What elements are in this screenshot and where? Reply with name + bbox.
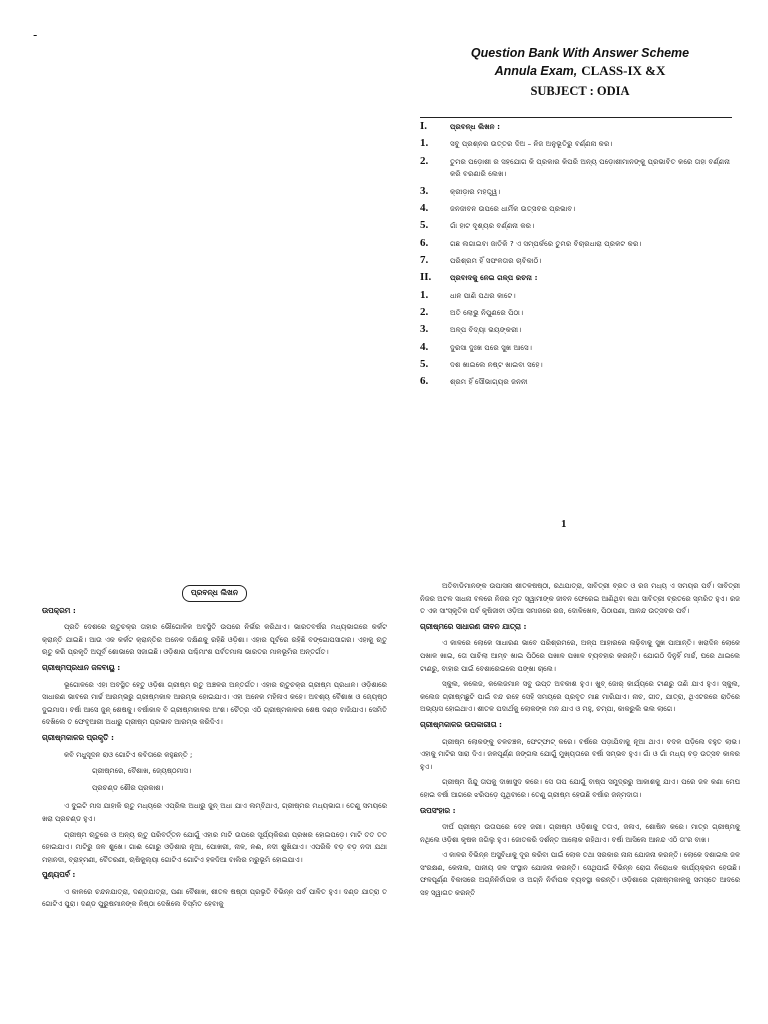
header-exam-line	[430, 62, 730, 80]
heading-benefit: ଗ୍ରୀଷ୍ମକାଳର ଉପକାରୀତା :	[420, 719, 502, 729]
essay-left-column	[42, 585, 387, 914]
question-item	[420, 358, 740, 371]
para-life-1: ଏ କାଳରେ ଲୋକେ ସାଧାରଣ ଭାବେ ପରିଶ୍ରମରେ, ଅଳ୍ପ ଆହାରରେ ଲଢ଼ିବାକୁ ସୁଖ ପାଆନ୍ତି। ଖରାଦିନ ଲୋକେ ପଖାଳ ଖାଇ, ତୋ ପାଚିଲା ଆମ୍ବ ଖାଇ ପିଠିରେ ପଖାଳ ପଖାଳ ବ୍ୟବହାର କରନ୍ତି। ଯୋଗଠି ଦିନୁହିଁ ମାର୍ଚ୍ଚ, ଘରେ ଥାଇଲେ ଟାଣରୁ, ବାହାର ପାଇଁ ବେଶାରେଇଲେ ପଙ୍ଖା ଚାଲେ।	[420, 639, 740, 673]
question-number: 5.	[420, 357, 429, 370]
document-header	[430, 44, 730, 100]
question-number: 4.	[420, 202, 429, 215]
question-section	[420, 120, 740, 133]
essay-right-column	[420, 580, 740, 903]
question-item	[420, 202, 740, 215]
question-number: I.	[420, 120, 428, 132]
para-festivals: ଏ କାଳରେ ଚନ୍ଦନଯାତ୍ରା, ଦଣ୍ଡଯାତ୍ରା, ପଣା ବୈଶାଖ, ଶୀତଳ ଷଷ୍ଠୀ ପ୍ରଭୃତି ବିଭିନ୍ନ ପର୍ବ ପାଳିତ ହୁଏ। ଦଣ୍ଡ ଯାତ୍ରା ତ ଗୋଟିଏ ପୁରା। ଦଣ୍ଡ ପୁରୁଷମାନଙ୍କ ନିଷ୍ଠା ଦେଖିଲେ ବିସ୍ମିତ ହେବାକୁ	[42, 887, 387, 909]
question-number: 2.	[420, 305, 429, 318]
question-item	[420, 289, 740, 302]
question-number: 2.	[420, 154, 429, 167]
header-title: Question Bank With Answer Scheme	[470, 46, 690, 60]
question-item	[420, 155, 740, 181]
question-list	[420, 120, 740, 392]
header-class: CLASS-IX &X	[581, 63, 666, 78]
para-nature-3: ଗ୍ରୀଷ୍ମ ଋତୁରେ ଓ ଅନ୍ୟ ଋତୁ ପରିବର୍ତ୍ତନ ଯୋଗୁଁ ଏହାର ମାଟି ଉପରେ ସୂର୍ଯ୍ୟକିରଣ ପ୍ରଖର ହୋଇପଡ଼େ। ମାଟି ତତ ତତ ହୋଇଯାଏ। ମାଟିରୁ ଜଳ ଶୁଖେ। ଗାଈ ଗୋରୁ ଓଡ଼ିଶାର ନୂଆ, ପୋଖରୀ, ନାଳ, ନଈ, ନଦୀ ଶୁଖିଯାଏ। ଏପରିକି ବଡ଼ ବଡ଼ ନଦୀ ଯଥା ମହାନଦୀ, ବ୍ରାହ୍ମଣୀ, ବୈତରଣୀ, ଋଷିକୁଲ୍ୟା ଗୋଟିଏ ଗୋଟିଏ ହଳଦିଆ ବାଲିର ମରୁଭୂମି ହୋଇଯାଏ।	[42, 830, 387, 864]
question-number: 4.	[420, 340, 429, 353]
question-item	[420, 323, 740, 336]
question-item	[420, 306, 740, 319]
para-conclusion-2: ଏ କାଳର ବିଭିନ୍ନ ଅସୁବିଧାକୁ ଦୂର କରିବା ପାଇଁ ଲୋକ ତଥା ସରକାର ନାନା ଯୋଜନା କରନ୍ତି। ଲୋକେ ଦଶାଇଲ ଜଳ ସଂରକ୍ଷଣ, କେନାଲ, ପାନୀୟ ଜଳ ସଂସ୍ଥାନ ଯୋଜନା କରନ୍ତି। ସେଥିପାଇଁ ବିଭିନ୍ନ ରୋଗ ନିରୋଧକ କାର୍ଯ୍ୟକ୍ରମ ହେଉଛି। ଫଳପୂର୍ଣ୍ଣ ବିକାସରେ ଅଗ୍ନିନିର୍ବାପକ ଓ ଅଗ୍ନି ନିର୍ବାପକ ବ୍ୟବସ୍ଥା କରନ୍ତି। ଓଡ଼ିଶାରେ ଗ୍ରୀଷ୍ମକାଳକୁ ସମସ୍ତେ ଆଦରେ ସହ ସ୍ୱାଗତ କରନ୍ତି	[420, 851, 740, 898]
question-text: ତୁମର ପଡ଼ୋଶୀ ର ସହଯୋଗ କି ପ୍ରକାର କିପରି ଅନ୍ୟ ପଡ଼ୋଶୀମାନଙ୍କୁ ପ୍ରଭାବିତ କରେ ତାହା ବର୍ଣ୍ଣନା କରି ବରଣାରି ଲେଖ।	[450, 156, 731, 179]
question-text: ଗଛ ଲଗାଇବା ଜାତିକି ? ଏ ସମ୍ପର୍କରେ ତୁମର ବିଚାରଧାରା ପ୍ରକଟ କର।	[450, 238, 642, 248]
header-exam: Annula Exam,	[494, 64, 578, 78]
question-number: 5.	[420, 219, 429, 232]
question-item	[420, 237, 740, 250]
stray-mark: -	[33, 28, 38, 42]
essay-title-box: ପ୍ରବନ୍ଧ ଲିଖନ	[182, 585, 247, 602]
question-text: ଅଳ୍ପ ବିଦ୍ୟା ଭୟଙ୍କରୀ।	[450, 325, 522, 335]
question-text: ଦୁରସା ଦୁଃଖ ପରେ ସୁଖ ଆସେ।	[450, 342, 532, 352]
para-continued: ଅତିବାଡିମାନଙ୍କ ଉପାସନା ଶୀତଳଷଷ୍ଠୀ, ରଥଯାତ୍ରା, ସାବିତ୍ରୀ ବ୍ରତ ଓ ରଜ ମଧ୍ୟ ଏ ସମୟର ପର୍ବ। ସାବିତ୍ରୀ ନିଜର ଅଟଳ ସାଧନା ବଳରେ ନିଜର ମୃତ ସ୍ୱାମୀଙ୍କ ଜୀବନ ଫେରେଇ ଆଣିଥିବା କଥା ସାବିତ୍ରୀ ବ୍ରତରେ ସ୍ମରିତ ହୁଏ। ରଜ ତ ଏକ ସାଂସ୍କୃତିକ ପର୍ବ କୃଷିଜୀବୀ ଓଡ଼ିଆ ସମାଜରେ ରଜ, ଦୋଳିଖେଳ, ପିଠାପଣା, ଆନନ୍ଦ ଉତ୍ସବର ପର୍ବ।	[420, 582, 740, 616]
question-text: ପ୍ରବନ୍ଧ ଲିଖନ :	[450, 122, 501, 131]
heading-daily-life: ଗ୍ରୀଷ୍ମରେ ସାଧାରଣ ଜୀବନ ଯାତ୍ରା :	[420, 621, 527, 631]
para-nature: କବି ମଧୁସୂଦନ ରାଓ ଗୋଟିଏ କବିତାରେ କହୁଛନ୍ତି ;	[64, 750, 193, 759]
question-section	[420, 271, 740, 284]
question-number: 7.	[420, 254, 429, 267]
question-text: ଗାଁ ହାଟ ଦୃଶ୍ୟର ବର୍ଣ୍ଣନା କର।	[450, 221, 535, 231]
question-text: ଶ୍ରମ ହିଁ ସୌଭାଗ୍ୟର ଜନନୀ	[450, 377, 528, 387]
verse-line-2: ପ୍ରଚଣ୍ଡ ଶୌର ପ୍ରକାଶ।	[92, 783, 164, 792]
question-text: ପ୍ରବାଦକୁ ନେଇ ଗଳ୍ପ ରଚନା :	[450, 273, 538, 283]
question-text: ଅତି ଲୋଭୁ ନିପୁଣରେ ପିଠା।	[450, 307, 524, 317]
para-intro: ପ୍ରତି ଦେଶରେ ଋତୁଚକ୍ର ତାହାର ଭୌଗୋଳିକ ଅବସ୍ଥିତି ଉପରେ ନିର୍ଭର କରିଥାଏ। ଭାରତବର୍ଷର ମଧ୍ୟଭାଗରେ କର୍କଟ କ୍ରାନ୍ତି ଯାଇଛି। ଆଉ ଏକ କର୍କଟ କ୍ରାନ୍ତିର ଅନେକ ଦକ୍ଷିଣକୁ ରହିଛି ଓଡ଼ିଶା। ଏହାର ପୂର୍ବରେ ରହିଛି ବଙ୍ଗୋପସାଗର। ଏହାକୁ ଋତୁ ଋତୁ କରି ପ୍ରକୃତି ଅପୂର୍ବ ଶୋଭାରେ ସଜାଇଛି। ଓଡ଼ିଶାର ପଶ୍ଚିମାଂଶ ପର୍ବତମାଳା ଭାରତର ମାଳଭୂମିର ଅନ୍ତର୍ଗତ।	[42, 623, 387, 657]
question-text: ସବୁ ପ୍ରଶ୍ନର ଉତ୍ତର ଦିଅ – ନିଜ ଅନୁଭୂତିରୁ ବର୍ଣ୍ଣନା କର।	[450, 139, 613, 149]
para-benefit-1: ଗ୍ରୀଷ୍ମ ଲୋକଙ୍କୁ ଚଳଚଞ୍ଚଳ, ଫେଟ୍‌ଫାଟ୍ କରେ। ବର୍ଷରେ ପଡ଼ାଯିବାକୁ ନୂଆ ଥାଏ। ବଦଳ ପଡ଼ିଲେ ବହୁତ ଲାଭ। ଏହାକୁ ମାଟିର ସାରା ଦିଏ। ଜଳପୂର୍ଣ୍ଣ ଜଙ୍ଗଲ ଯୋଗୁଁ ମୁଖ୍ୟତାରେ ବର୍ଷା ସମ୍ଭବ ହୁଏ। ଗାଁ ଓ ଗାଁ ମଧ୍ୟ ବଡ଼ ଉତ୍ସବ କାଳର ହୁଏ।	[420, 737, 740, 771]
page-number: 1	[561, 518, 567, 530]
question-number: 3.	[420, 323, 429, 336]
heading-festivals: ପୁଣ୍ୟପର୍ବ :	[42, 870, 76, 880]
heading-intro: ଉପକ୍ରମ :	[42, 605, 76, 615]
question-text: କ୍ରୀଡ଼ାର ମହତ୍ତ୍ୱ।	[450, 186, 501, 196]
header-divider	[420, 117, 732, 118]
question-number: 1.	[420, 137, 429, 150]
para-conclusion-1: ଦୀର୍ଘ ପ୍ରୀଷ୍ମ ଉତାପରେ ଦେହ ଜରୀ। ଗ୍ରୀଷ୍ମ ଓଡ଼ିଶାକୁ ତତାଏ, ଜଳାଏ, ଶୋଷିନ କରେ। ମାତ୍ର ଗ୍ରୀଷ୍ମକୁ ନଥିଲେ ଓଡ଼ିଶା କୃଷକ ଜଗିଲୁ ହୁଏ। ଜୋତକରି ଦର୍ଶନ୍ତ ଆଲୋକ ରହିଥାଏ। ବର୍ଷା ଆସିଲେ ଆନନ୍ଦ ଏଠି ତା'ର ବାଖ।	[420, 823, 740, 844]
question-number: 6.	[420, 236, 429, 249]
question-text: ଦଶ ଖାଇଲେ ନଷ୍ଟ ଖାଇବା ସହେ।	[450, 359, 543, 369]
heading-climate: ଗ୍ରୀଷ୍ମପ୍ରଧାନ ଜଳବାୟୁ :	[42, 662, 121, 672]
question-item	[420, 341, 740, 354]
question-text: ଜନଜୀବନ ଉପରେ ଧାର୍ମିକ ଉତ୍ସବର ପ୍ରଭାବ।	[450, 204, 576, 214]
para-life-2: ସ୍କୁଲ, କଲେଜ, କଲେଜମାନ ସବୁ ଉପ୍ତ ଅବକାଶ ହୁଏ। ଖୁବ୍ ଜୋର୍ କାର୍ଯ୍ୟରେ ଟାଣରୁ ତାଣି ଯାଏ ହୁଏ। ସ୍କୁଲ, କଲେଜ ଗ୍ରୀଷ୍ମଛୁଟି ପାଇଁ ବନ୍ଦ ରହେ ସେହି ସମୟରେ ପ୍ରବୃତ ମାଛ ମାରିଯାଏ। ନାଚ, ଗୀତ, ଯାତ୍ରା, ଥିଏଟରରେ ରାତିରେ ଅଭ୍ୟାସ ହୋଇଥାଏ। ଶୀତଳ ପଦାର୍ଥକୁ ଲୋକଙ୍କ ମନ ଯାଏ ଓ ମହୁ, ଚମ୍ପା, କାକରୁଲି ଭଲ ଲାଗେ।	[420, 680, 740, 714]
para-climate: ଭୂଗୋଳରେ ଏହା ଅବସ୍ଥିତ ହେତୁ ଓଡ଼ିଶା ଗ୍ରୀଷ୍ମ ଋତୁ ଅଞ୍ଚଳର ଅନ୍ତର୍ଗତ। ଏହାର ଋତୁଚକ୍ର ଗ୍ରୀଷ୍ମ ପ୍ରଧାନ। ଓଡ଼ିଶାରେ ସାଧାରଣ ଭାବରେ ମାର୍ଚ୍ଚ ଆରମ୍ଭରୁ ଗ୍ରୀଷ୍ମକାଳ ଆରମ୍ଭ ହୋଇଯାଏ। ଏହା ଅନେକ ମହିଳାଏ କହେ। ଅବଶ୍ୟ ବୈଶାଖ ଓ ଜ୍ୟେଷ୍ଠ ଦୁଇମାସ। ବର୍ଷା ଆସେ ଜୁନ୍ ଶେଷକୁ। ବର୍ଷାକାଳ ବି ଗ୍ରୀଷ୍ମକାଳର ଅଂଶ। ଚୈତ୍ର ଏଠି ଗ୍ରୀଷ୍ମକାଳର ଶେଷ ଦଣ୍ଡ ବାଜିଯାଏ। ସେମିତି ଦେଖିଲେ ତ ଫେବୃଆରୀ ଅଧାରୁ ଗ୍ରୀଷ୍ମ ପ୍ରଭାବ ଆରମ୍ଭ କରିଦିଏ।	[42, 680, 387, 727]
question-item	[420, 137, 740, 150]
question-item	[420, 254, 740, 267]
question-number: 1.	[420, 288, 429, 301]
para-nature-2: ଏ ଦୁଇଟି ମାସ ଯାହାକି ଋତୁ ମଧ୍ୟରେ ଏପ୍ରିଲ ଅଧାରୁ ଜୁନ୍ ଅଧା ଯାଏ ଲମ୍ବିଥାଏ, ଗ୍ରୀଷ୍ମର ମଧ୍ୟଭାଗ। ତେଣୁ ସମୟରେ ଖରା ପ୍ରଚଣ୍ଡ ହୁଏ।	[42, 802, 387, 823]
question-text: ପରିଶ୍ରମ ହିଁ ସଫଳତାର ଚାବିକାଠି।	[450, 256, 542, 266]
header-subject: SUBJECT : ODIA	[530, 84, 630, 98]
question-number: 3.	[420, 184, 429, 197]
question-number: 6.	[420, 375, 429, 388]
question-item	[420, 185, 740, 198]
verse-line-1: ଗ୍ରୀଷ୍ମରେ, ବୈଶାଖ, ଜ୍ୟେଷ୍ଠମାସ।	[92, 767, 192, 776]
heading-nature: ଗ୍ରୀଷ୍ମକାଳର ପ୍ରକୃତି :	[42, 732, 114, 742]
heading-conclusion: ଉପସଂହାର :	[420, 805, 456, 815]
para-benefit-2: ଗ୍ରୀଷ୍ମ ଜିନ୍ଦୁ ତାପକୁ ଦାଖାସୁଦ କରେ। ସେ ତାପ ଯୋଗୁଁ ବାଷ୍ପ ସମୁଦ୍ରରୁ ଆକାଶକୁ ଯାଏ। ପରେ ଜଳ କଣା ମେଘ ହୋଇ ବର୍ଷା ଆଗରେ ଝରିପଡ଼େ ପୃଥିବୀରେ। ତେଣୁ ଗ୍ରୀଷ୍ମ ହେଉଛି ବର୍ଷାର ଜନ୍ମଦାତା।	[420, 778, 740, 799]
question-item	[420, 375, 740, 388]
question-text: ଧାନ ପାଣି ପଥର କାଟେ।	[450, 290, 516, 300]
question-item	[420, 219, 740, 232]
question-number: II.	[420, 271, 432, 284]
